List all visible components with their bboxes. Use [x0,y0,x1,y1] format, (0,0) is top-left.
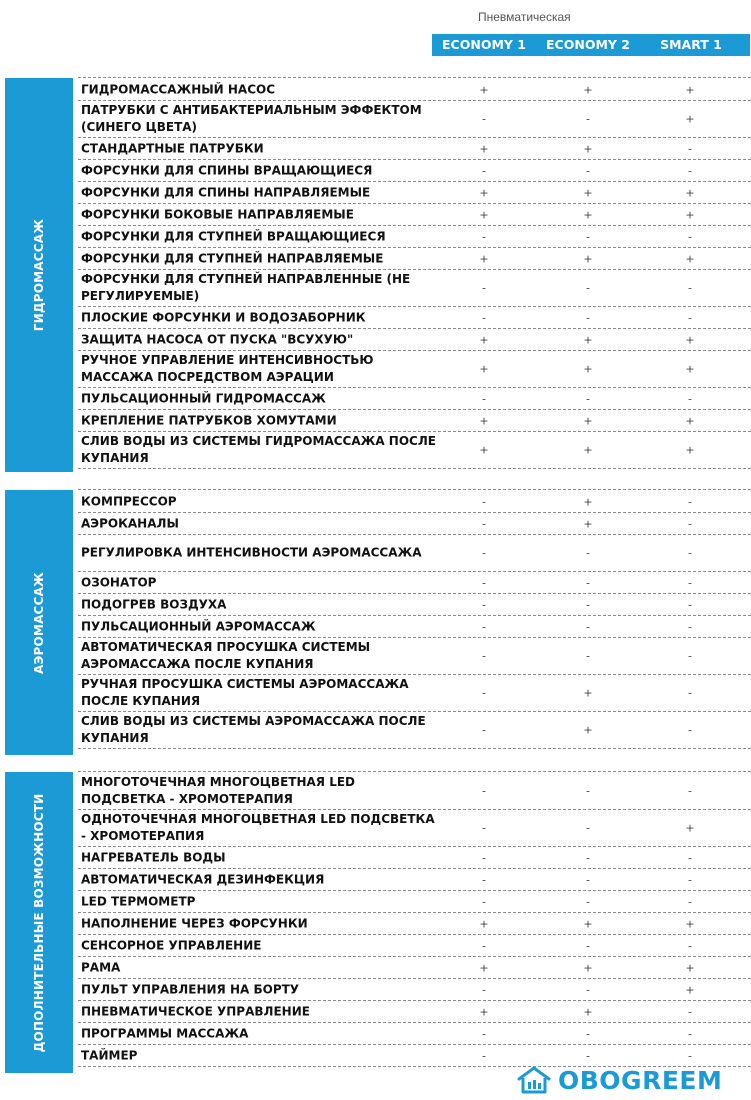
feature-label: ЗАЩИТА НАСОСА ОТ ПУСКА "ВСУХУЮ" [81,332,354,346]
feature-availability-mark: - [688,495,692,508]
feature-label: АВТОМАТИЧЕСКАЯ ДЕЗИНФЕКЦИЯ [81,872,325,886]
feature-label: ТАЙМЕР [81,1048,138,1062]
feature-availability-mark: - [482,1027,486,1040]
feature-label: ГИДРОМАССАЖНЫЙ НАСОС [81,82,276,96]
feature-availability-mark: - [482,392,486,405]
table-row [78,226,751,248]
feature-label: СТАНДАРТНЫЕ ПАТРУБКИ [81,141,264,155]
table-row [78,160,751,182]
feature-availability-mark: - [688,1049,692,1062]
feature-label: РУЧНАЯ ПРОСУШКА СИСТЕМЫ АЭРОМАССАЖА ПОСЛЕ КУПАНИЯ [81,677,409,708]
feature-label: ПОДОГРЕВ ВОЗДУХА [81,597,227,611]
feature-availability-mark: + [479,1005,489,1018]
type-label: Пневматическая [478,10,571,24]
feature-label: ФОРСУНКИ ДЛЯ СПИНЫ НАПРАВЛЯЕМЫЕ [81,185,371,199]
feature-label: ПНЕВМАТИЧЕСКОЕ УПРАВЛЕНИЕ [81,1004,310,1018]
feature-availability-mark: + [583,1005,593,1018]
feature-availability-mark: - [586,620,590,633]
feature-availability-mark: - [482,112,486,126]
feature-availability-mark: - [586,873,590,886]
feature-label: НАПОЛНЕНИЕ ЧЕРЕЗ ФОРСУНКИ [81,916,308,930]
feature-availability-mark: + [685,983,695,996]
table-row [78,616,751,638]
feature-label: СЕНСОРНОЕ УПРАВЛЕНИЕ [81,938,262,952]
table-row [78,270,751,307]
feature-label: РЕГУЛИРОВКА ИНТЕНСИВНОСТИ АЭРОМАССАЖА [81,545,422,560]
feature-availability-mark: + [685,362,695,376]
feature-availability-mark: + [583,414,593,427]
feature-availability-mark: + [479,443,489,457]
table-row [78,572,751,594]
table-row [78,535,751,572]
table-row [78,891,751,913]
table-row [78,935,751,957]
table-row [78,638,751,675]
table-row [78,773,751,810]
feature-availability-mark: + [583,961,593,974]
feature-label: ФОРСУНКИ БОКОВЫЕ НАПРАВЛЯЕМЫЕ [81,207,354,221]
feature-availability-mark: - [482,620,486,633]
feature-label: АЭРОКАНАЛЫ [81,516,179,530]
section-sidebar [5,490,73,755]
feature-availability-mark: + [479,362,489,376]
feature-availability-mark: - [586,392,590,405]
feature-availability-mark: - [688,517,692,530]
table-row [78,979,751,1001]
feature-availability-mark: - [688,142,692,155]
feature-availability-mark: - [586,230,590,243]
feature-availability-mark: - [586,983,590,996]
table-row [78,847,751,869]
feature-label: ФОРСУНКИ ДЛЯ СТУПНЕЙ НАПРАВЛЯЕМЫЕ [81,251,384,265]
table-row [78,79,751,101]
feature-availability-mark: - [586,851,590,864]
feature-availability-mark: - [586,576,590,589]
feature-label: СЛИВ ВОДЫ ИЗ СИСТЕМЫ ГИДРОМАССАЖА ПОСЛЕ КУПАНИЯ [81,434,436,465]
feature-availability-mark: + [583,517,593,530]
feature-availability-mark: - [482,939,486,952]
feature-availability-mark: + [685,112,695,126]
feature-availability-mark: + [583,917,593,930]
feature-availability-mark: + [479,142,489,155]
feature-availability-mark: - [482,821,486,835]
feature-availability-mark: - [688,598,692,611]
column-header-economy-2: ECONOMY 2 [546,37,630,52]
feature-label: ФОРСУНКИ ДЛЯ СТУПНЕЙ НАПРАВЛЕННЫЕ (НЕ РЕГУЛИРУЕМЫЕ) [81,272,411,303]
feature-availability-mark: + [583,83,593,96]
table-row [78,307,751,329]
column-header-smart-1: SMART 1 [660,37,722,52]
feature-availability-mark: - [688,281,692,295]
section-title: АЭРОМАССАЖ [32,571,46,674]
feature-label: ПРОГРАММЫ МАССАЖА [81,1026,249,1040]
section-sidebar [5,772,73,1073]
feature-availability-mark: - [586,1049,590,1062]
feature-label: ОДНОТОЧЕЧНАЯ МНОГОЦВЕТНАЯ LED ПОДСВЕТКА - ХРОМОТЕРАПИЯ [81,812,435,843]
feature-availability-mark: - [688,939,692,952]
section-top-divider [78,770,751,772]
feature-availability-mark: + [685,414,695,427]
feature-label: ПУЛЬТ УПРАВЛЕНИЯ НА БОРТУ [81,982,300,996]
feature-availability-mark: + [685,208,695,221]
table-row [78,204,751,226]
feature-availability-mark: + [583,208,593,221]
feature-availability-mark: - [482,311,486,324]
feature-label: ФОРСУНКИ ДЛЯ СПИНЫ ВРАЩАЮЩИЕСЯ [81,163,373,177]
feature-availability-mark: + [685,333,695,346]
feature-availability-mark: - [688,895,692,908]
feature-availability-mark: - [586,164,590,177]
feature-availability-mark: + [479,208,489,221]
feature-availability-mark: + [685,821,695,835]
logo-text: OBOGREEM [558,1065,723,1095]
feature-availability-mark: - [482,230,486,243]
feature-availability-mark: - [482,598,486,611]
table-row [78,1001,751,1023]
feature-availability-mark: + [685,186,695,199]
feature-availability-mark: + [479,917,489,930]
table-row [78,410,751,432]
table-row [78,248,751,270]
table-row [78,138,751,160]
feature-availability-mark: - [586,939,590,952]
table-row [78,182,751,204]
feature-availability-mark: - [482,895,486,908]
feature-availability-mark: - [482,546,486,560]
table-row [78,513,751,535]
feature-label: ПЛОСКИЕ ФОРСУНКИ И ВОДОЗАБОРНИК [81,310,366,324]
table-row [78,810,751,847]
table-row [78,329,751,351]
feature-availability-mark: - [688,230,692,243]
feature-label: ПАТРУБКИ С АНТИБАКТЕРИАЛЬНЫМ ЭФФЕКТОМ (СИНЕГО ЦВЕТА) [81,103,422,134]
section-top-divider [78,76,751,78]
feature-availability-mark: + [685,252,695,265]
feature-availability-mark: - [688,1005,692,1018]
feature-label: ПУЛЬСАЦИОННЫЙ ГИДРОМАССАЖ [81,391,326,405]
feature-availability-mark: - [688,546,692,560]
feature-label: КРЕПЛЕНИЕ ПАТРУБКОВ ХОМУТАМИ [81,413,337,427]
feature-availability-mark: - [482,576,486,589]
feature-availability-mark: + [685,83,695,96]
feature-availability-mark: - [482,1049,486,1062]
feature-availability-mark: + [583,495,593,508]
column-header-economy-1: ECONOMY 1 [442,37,526,52]
house-logo-icon [516,1065,552,1095]
feature-availability-mark: - [688,686,692,700]
feature-availability-mark: - [586,598,590,611]
table-row [78,491,751,513]
feature-availability-mark: - [586,1027,590,1040]
feature-availability-mark: - [586,281,590,295]
feature-availability-mark: - [482,517,486,530]
feature-availability-mark: + [583,723,593,737]
feature-label: АВТОМАТИЧЕСКАЯ ПРОСУШКА СИСТЕМЫ АЭРОМАССАЖА ПОСЛЕ КУПАНИЯ [81,640,371,671]
logo [516,1064,722,1096]
feature-availability-mark: + [685,917,695,930]
feature-availability-mark: + [583,362,593,376]
feature-availability-mark: - [482,495,486,508]
column-header-bar [432,34,750,56]
feature-availability-mark: - [482,983,486,996]
table-row [78,913,751,935]
feature-availability-mark: - [482,851,486,864]
feature-availability-mark: - [586,311,590,324]
feature-label: ФОРСУНКИ ДЛЯ СТУПНЕЙ ВРАЩАЮЩИЕСЯ [81,229,386,243]
feature-availability-mark: + [479,83,489,96]
feature-availability-mark: - [688,873,692,886]
feature-availability-mark: + [583,333,593,346]
table-row [78,869,751,891]
section-sidebar [5,78,73,472]
table-row [78,1023,751,1045]
feature-label: LED ТЕРМОМЕТР [81,894,196,908]
table-row [78,432,751,469]
feature-availability-mark: + [583,443,593,457]
feature-availability-mark: - [586,112,590,126]
feature-availability-mark: + [685,961,695,974]
feature-label: ПУЛЬСАЦИОННЫЙ АЭРОМАССАЖ [81,619,316,633]
feature-availability-mark: + [479,414,489,427]
feature-availability-mark: - [688,164,692,177]
feature-availability-mark: - [482,873,486,886]
feature-availability-mark: - [688,649,692,663]
feature-availability-mark: + [685,443,695,457]
table-row [78,957,751,979]
feature-availability-mark: - [688,851,692,864]
feature-availability-mark: + [583,142,593,155]
feature-availability-mark: + [479,186,489,199]
table-row [78,388,751,410]
feature-availability-mark: - [688,311,692,324]
table-row [78,675,751,712]
feature-label: РАМА [81,960,121,974]
feature-availability-mark: - [482,784,486,798]
feature-label: МНОГОТОЧЕЧНАЯ МНОГОЦВЕТНАЯ LED ПОДСВЕТКА - ХРОМОТЕРАПИЯ [81,775,356,806]
feature-availability-mark: - [586,546,590,560]
feature-label: СЛИВ ВОДЫ ИЗ СИСТЕМЫ АЭРОМАССАЖА ПОСЛЕ КУПАНИЯ [81,714,426,745]
feature-availability-mark: - [586,821,590,835]
feature-availability-mark: - [482,723,486,737]
section-top-divider [78,488,751,490]
feature-availability-mark: - [586,895,590,908]
feature-availability-mark: + [479,333,489,346]
feature-availability-mark: - [586,784,590,798]
feature-availability-mark: - [688,620,692,633]
feature-availability-mark: - [688,784,692,798]
feature-availability-mark: - [688,1027,692,1040]
feature-availability-mark: - [688,723,692,737]
feature-label: ОЗОНАТОР [81,575,157,589]
table-row [78,101,751,138]
feature-availability-mark: + [583,252,593,265]
feature-availability-mark: + [479,252,489,265]
feature-availability-mark: - [482,649,486,663]
feature-availability-mark: + [479,961,489,974]
table-row [78,712,751,749]
feature-availability-mark: + [583,186,593,199]
feature-label: КОМПРЕССОР [81,494,177,508]
feature-availability-mark: - [482,281,486,295]
feature-availability-mark: - [688,576,692,589]
table-row [78,594,751,616]
feature-label: РУЧНОЕ УПРАВЛЕНИЕ ИНТЕНСИВНОСТЬЮ МАССАЖА ПОСРЕДСТВОМ АЭРАЦИИ [81,353,374,384]
feature-availability-mark: - [688,392,692,405]
section-title: ДОПОЛНИТЕЛЬНЫЕ ВОЗМОЖНОСТИ [32,793,46,1052]
feature-label: НАГРЕВАТЕЛЬ ВОДЫ [81,850,226,864]
feature-availability-mark: - [482,686,486,700]
table-row [78,351,751,388]
feature-availability-mark: - [586,649,590,663]
feature-availability-mark: + [583,686,593,700]
section-title: ГИДРОМАССАЖ [32,218,46,332]
feature-availability-mark: - [482,164,486,177]
